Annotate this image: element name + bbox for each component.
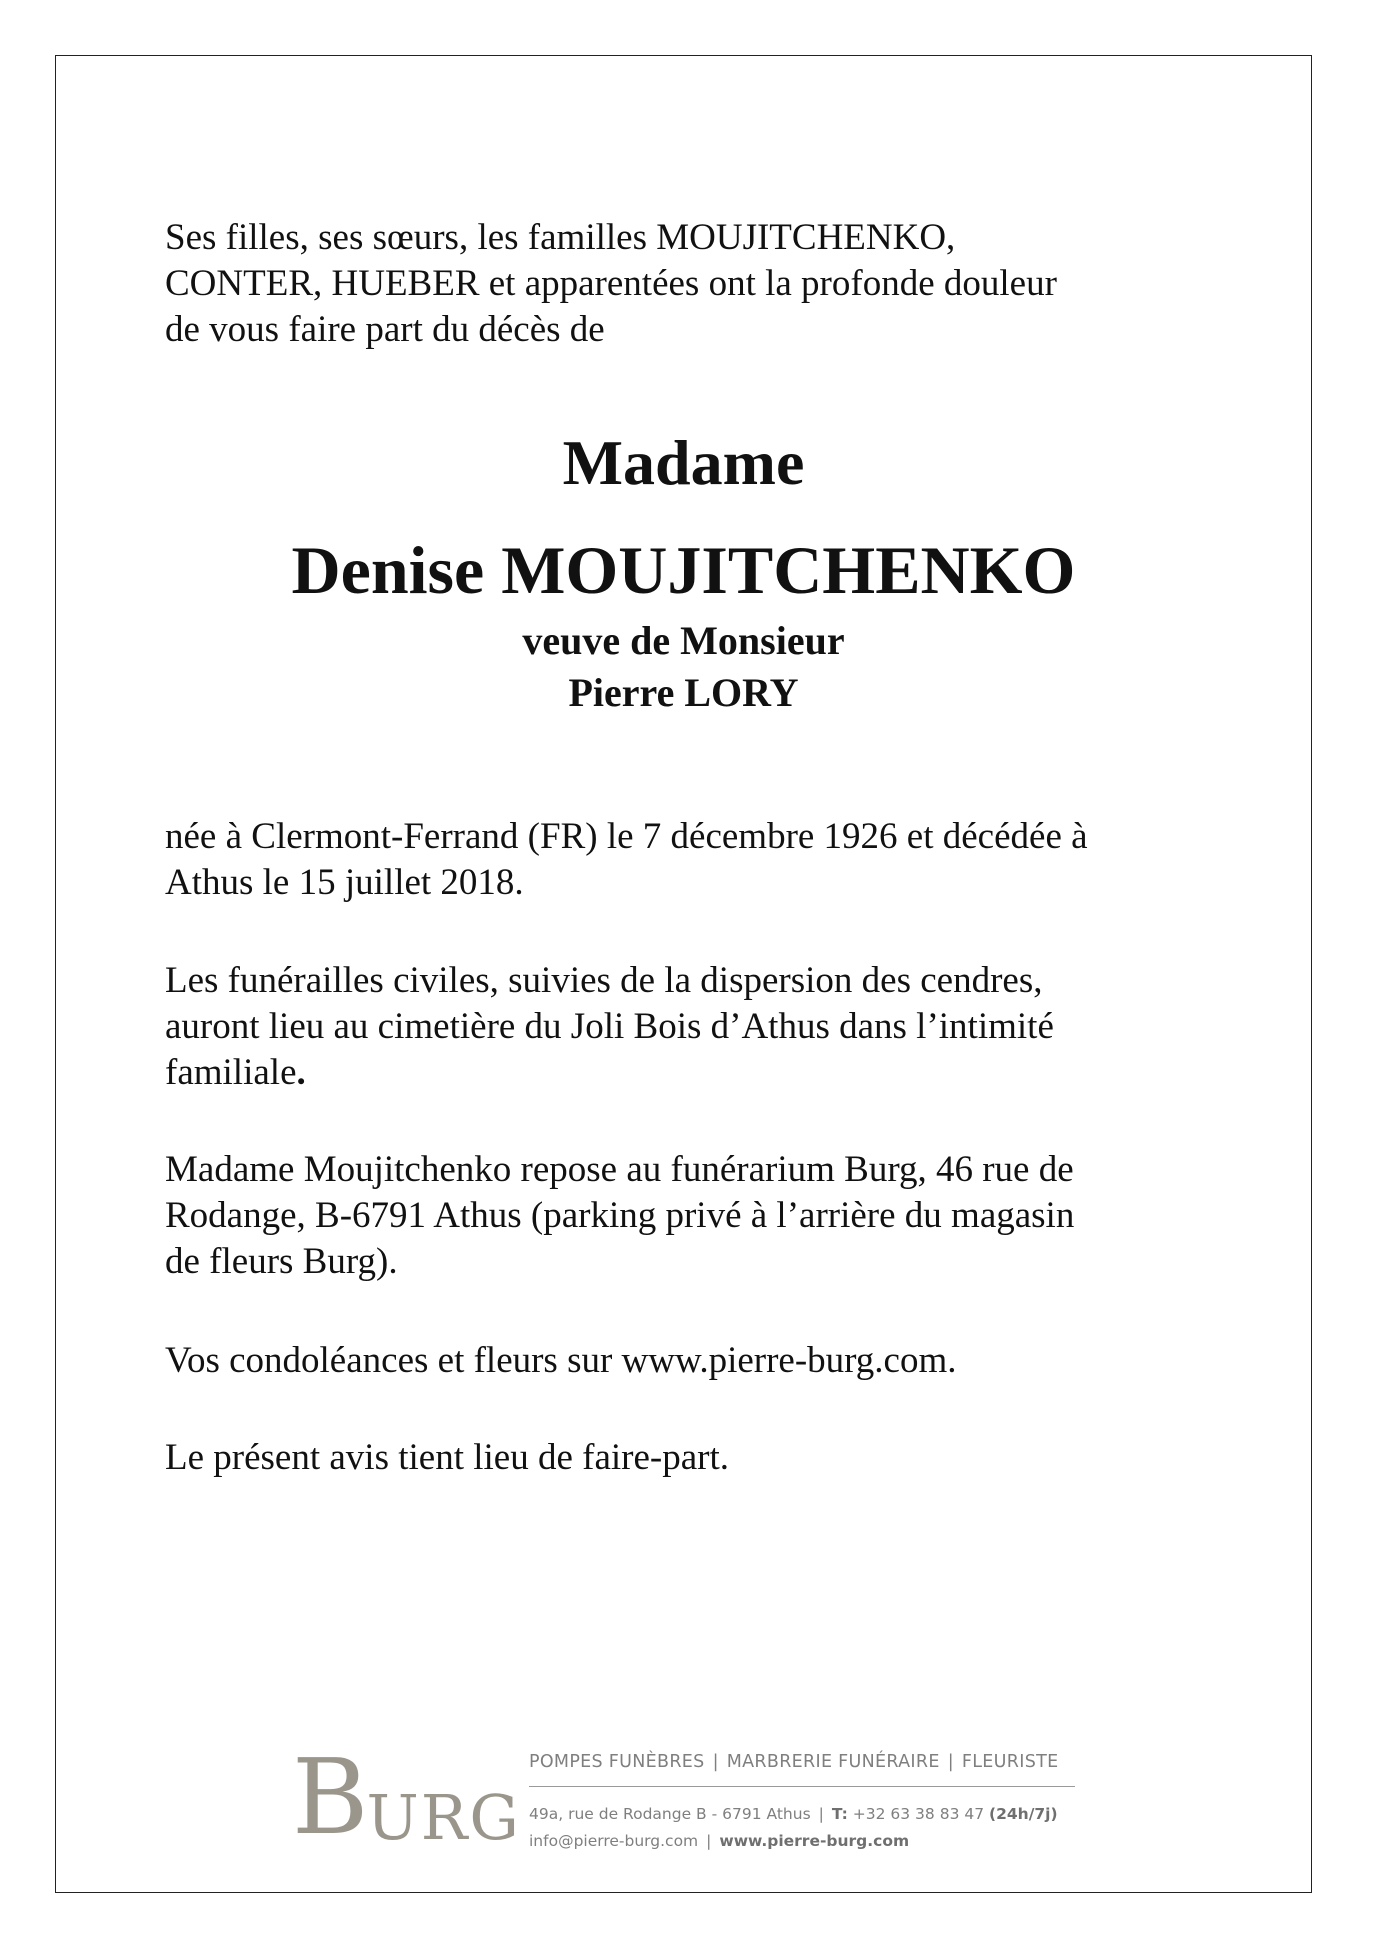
- condolences-paragraph: Vos condoléances et fleurs sur www.pierre-burg.com.: [165, 1340, 957, 1381]
- rest-paragraph: [165, 1147, 1255, 1285]
- notice-paragraph: Le présent avis tient lieu de faire-part.: [165, 1437, 729, 1478]
- logo-letters-urg: URG: [366, 1781, 521, 1854]
- husband-name: Pierre LORY: [568, 670, 799, 715]
- service-marble: MARBRERIE FUNÉRAIRE: [726, 1752, 940, 1772]
- service-florist: FLEURISTE: [961, 1752, 1059, 1772]
- footer-website: www.pierre-burg.com: [719, 1832, 910, 1850]
- service-funeral: POMPES FUNÈBRES: [529, 1752, 705, 1772]
- separator: |: [818, 1805, 824, 1823]
- intro-paragraph: [165, 215, 1255, 353]
- funeral-line-1: Les funérailles civiles, suivies de la dispersion des cendres,: [165, 960, 1043, 1001]
- intro-line-3: de vous faire part du décès de: [165, 309, 605, 350]
- footer-services: [529, 1752, 1058, 1772]
- deceased-name: Denise MOUJITCHENKO: [291, 532, 1076, 608]
- widow-of-label: veuve de Monsieur: [522, 618, 845, 663]
- funeral-line-3: familiale: [165, 1052, 297, 1093]
- funeral-line-2: auront lieu au cimetière du Joli Bois d’Athus dans l’intimité: [165, 1006, 1054, 1047]
- intro-line-2: CONTER, HUEBER et apparentées ont la profonde douleur: [165, 263, 1057, 304]
- funeral-period: .: [296, 1052, 306, 1093]
- footer-contact-line: [529, 1832, 909, 1850]
- footer-address: 49a, rue de Rodange B - 6791 Athus: [529, 1805, 811, 1823]
- phone-hours: (24h/7j): [989, 1805, 1058, 1823]
- birth-death-line-1: née à Clermont-Ferrand (FR) le 7 décembre 1926 et décédée à: [165, 816, 1088, 857]
- birth-death-line-2: Athus le 15 juillet 2018.: [165, 862, 524, 903]
- separator: |: [947, 1752, 954, 1772]
- funeral-paragraph: [165, 958, 1255, 1096]
- rest-line-3: de fleurs Burg).: [165, 1241, 398, 1282]
- separator: |: [712, 1752, 719, 1772]
- intro-line-1: Ses filles, ses sœurs, les familles MOUJITCHENKO,: [165, 217, 956, 258]
- footer-email: info@pierre-burg.com: [529, 1832, 699, 1850]
- footer-divider: [529, 1786, 1075, 1787]
- footer-phone: +32 63 38 83 47: [852, 1805, 985, 1823]
- phone-label: T:: [831, 1805, 848, 1823]
- rest-line-1: Madame Moujitchenko repose au funérarium Burg, 46 rue de: [165, 1149, 1074, 1190]
- separator: |: [706, 1832, 712, 1850]
- deceased-title: Madame: [562, 427, 805, 498]
- logo-letter-b: B: [292, 1736, 369, 1858]
- burg-logo: [292, 1736, 521, 1858]
- footer-address-line: [529, 1805, 1058, 1823]
- birth-death-paragraph: [165, 814, 1255, 906]
- rest-line-2: Rodange, B-6791 Athus (parking privé à l’arrière du magasin: [165, 1195, 1075, 1236]
